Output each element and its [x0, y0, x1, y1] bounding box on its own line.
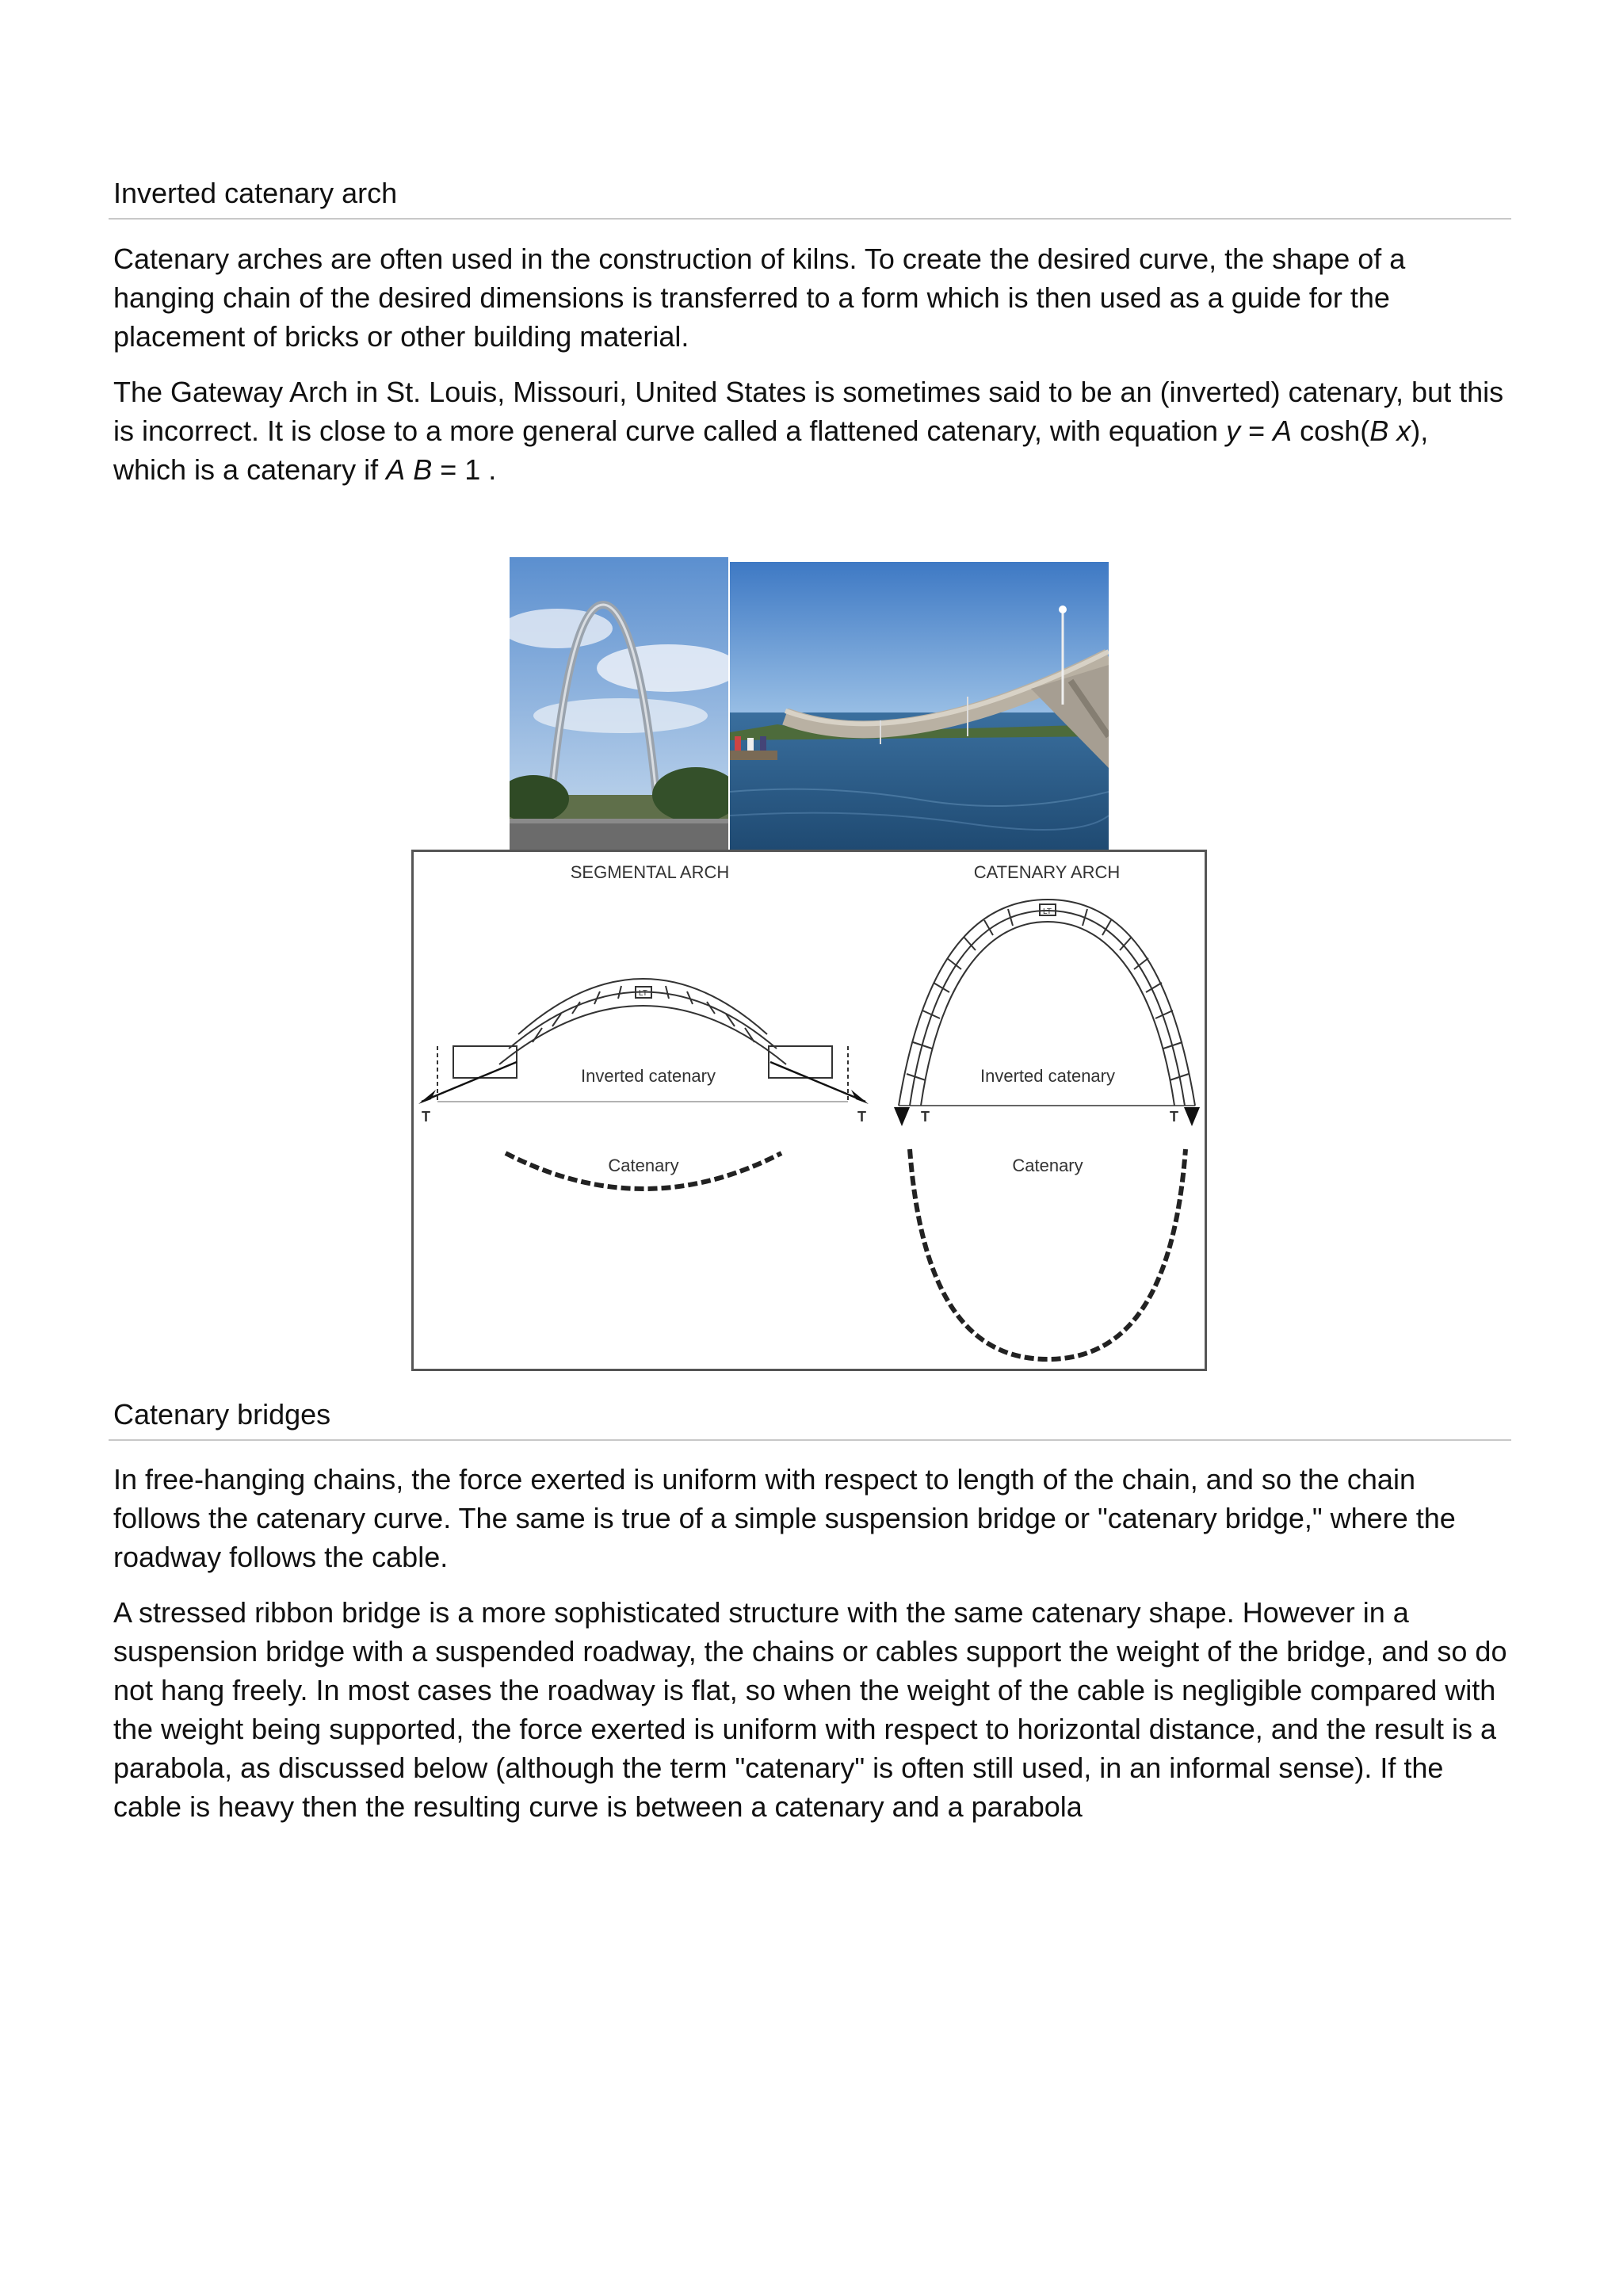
section-heading-inverted-catenary-arch: Inverted catenary arch	[113, 177, 398, 209]
catenary-keystone-label: LT	[1043, 907, 1052, 916]
catenary-tension-right: T	[1170, 1109, 1178, 1125]
paragraph-gateway-arch	[113, 372, 1508, 489]
gateway-arch-photo	[510, 557, 728, 850]
catenary-catenary-label: Catenary	[1012, 1156, 1083, 1175]
segmental-keystone-label: LT	[639, 989, 647, 998]
cond-b: B	[413, 453, 433, 486]
eq-cosh: cosh(	[1300, 415, 1370, 447]
catenary-inverted-catenary-label: Inverted catenary	[980, 1066, 1115, 1086]
segmental-tension-left: T	[422, 1109, 430, 1125]
catenary-arch-title: CATENARY ARCH	[973, 862, 1121, 882]
arch-comparison-diagram	[411, 850, 1207, 1371]
section-divider	[109, 218, 1511, 220]
segmental-inverted-catenary-label: Inverted catenary	[581, 1066, 716, 1086]
segmental-catenary-label: Catenary	[608, 1156, 679, 1175]
paragraph-kilns: Catenary arches are often used in the construction of kilns. To create the desired curve, the shape of a hanging chain of the desired dimensions is transferred to a form which is then used as a guide for the placement of bricks or other building material.	[113, 243, 1406, 353]
eq-a: A	[1273, 415, 1293, 447]
catenary-bridge-photo	[730, 562, 1109, 850]
eq-b: B	[1369, 415, 1389, 447]
gateway-arch-text: The Gateway Arch in St. Louis, Missouri, United States is sometimes said to be an (inverted) catenary, but this is incorrect. It is close to a more general curve called a flattened catenary, with equation	[113, 376, 1504, 447]
catenary-chain	[910, 1149, 1186, 1359]
cond-a: A	[386, 453, 406, 486]
catenary-tension-left: T	[921, 1109, 930, 1125]
arch-diagram-svg	[414, 852, 1205, 1369]
eq-x: x	[1396, 415, 1411, 447]
section-heading-catenary-bridges: Catenary bridges	[113, 1398, 331, 1431]
paragraph-free-hanging-chains: In free-hanging chains, the force exerted is uniform with respect to length of the chain, and so the chain follows the catenary curve. The same is true of a simple suspension bridge or "catenary bridge," where the roadway follows the cable.	[113, 1463, 1456, 1573]
eq-close: ), which is a catenary if	[113, 415, 1429, 486]
gateway-arch-image	[510, 557, 728, 850]
cond-tail: = 1 .	[440, 453, 497, 486]
section-divider	[109, 1439, 1511, 1441]
segmental-arch-title: SEGMENTAL ARCH	[570, 862, 730, 882]
eq-y: y	[1226, 415, 1241, 447]
segmental-tension-right: T	[857, 1109, 866, 1125]
catenary-bridge-image	[730, 562, 1109, 850]
eq-equals: =	[1248, 415, 1266, 447]
paragraph-stressed-ribbon-bridge: A stressed ribbon bridge is a more sophisticated structure with the same catenary shape. However in a suspension bridge with a suspended roadway, the chains or cables support the weight of the bridge, and so do not hang freely. In most cases the roadway is flat, so when the weight of the cable is negligible compared with the weight being supported, the force exerted is uniform with respect to horizontal distance, and the result is a parabola, as discussed below (although the term "catenary" is often still used, in an informal sense). If the cable is heavy then the resulting curve is between a catenary and a parabola	[113, 1596, 1507, 1823]
